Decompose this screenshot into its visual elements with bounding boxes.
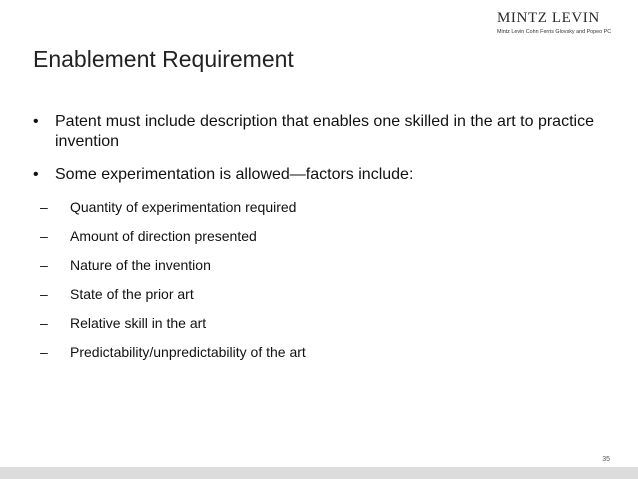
sub-bullet-text: State of the prior art [70,286,194,302]
sub-bullet-item [40,315,560,344]
logo-name: MINTZ LEVIN [497,10,600,26]
bullet-marker: • [33,166,39,183]
sub-bullet-marker: – [40,228,48,244]
sub-bullet-list [40,199,560,373]
sub-bullet-marker: – [40,257,48,273]
bullet-text: Some experimentation is allowed—factors include: [55,166,414,183]
sub-bullet-text: Nature of the invention [70,257,211,273]
sub-bullet-marker: – [40,199,48,215]
bullet-list [33,112,603,198]
sub-bullet-item [40,344,560,373]
sub-bullet-text: Amount of direction presented [70,228,257,244]
bullet-item [33,112,603,152]
bullet-marker: • [33,113,39,130]
sub-bullet-item [40,286,560,315]
sub-bullet-marker: – [40,344,48,360]
sub-bullet-marker: – [40,286,48,302]
page-number: 35 [602,456,610,463]
sub-bullet-text: Predictability/unpredictability of the art [70,344,306,360]
slide-title: Enablement Requirement [33,46,294,72]
bullet-item [33,165,603,185]
sub-bullet-marker: – [40,315,48,331]
footer-bar [0,467,638,479]
mintz-levin-logo [497,10,627,36]
logo-subtitle: Mintz Levin Cohn Ferris Glovsky and Popeo PC [497,29,612,35]
bullet-text: Patent must include description that enables one skilled in the art to practice invention [55,113,594,150]
sub-bullet-item [40,257,560,286]
sub-bullet-text: Quantity of experimentation required [70,199,297,215]
sub-bullet-item [40,228,560,257]
sub-bullet-text: Relative skill in the art [70,315,207,331]
sub-bullet-item [40,199,560,228]
